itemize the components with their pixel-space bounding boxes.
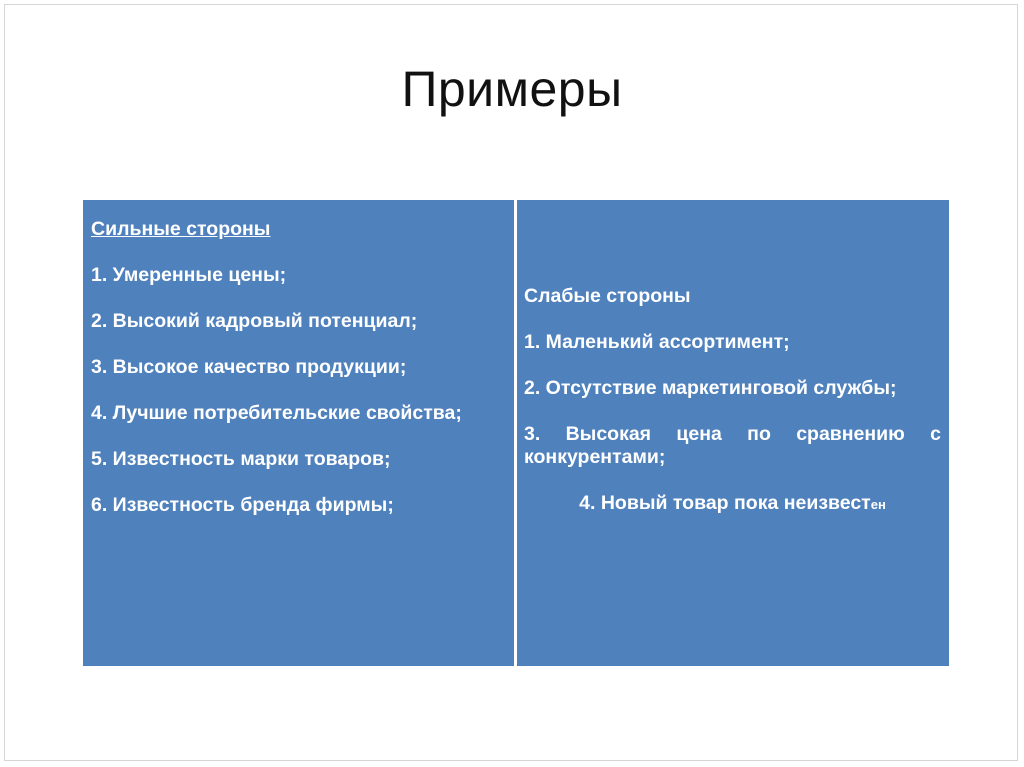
strength-item: 4. Лучшие потребительские свойства;: [91, 402, 462, 424]
weakness-item-last: [524, 492, 941, 516]
slide-title: Примеры: [401, 61, 623, 117]
weaknesses-heading: Слабые стороны: [524, 285, 691, 307]
strengths-cell: [83, 200, 514, 666]
weakness-item-last-small: ен: [870, 497, 886, 512]
weakness-item: 1. Маленький ассортимент;: [524, 331, 790, 353]
weakness-item: 2. Отсутствие маркетинговой службы;: [524, 377, 897, 399]
swot-table: [83, 200, 949, 666]
weakness-item-last-main: 4. Новый товар пока неизвест: [579, 492, 871, 514]
weakness-item: 3. Высокая цена по сравнению с конкурентами;: [524, 423, 941, 468]
strength-item: 2. Высокий кадровый потенциал;: [91, 310, 418, 332]
strengths-heading: Сильные стороны: [91, 218, 271, 240]
strength-item: 6. Известность бренда фирмы;: [91, 494, 394, 516]
weaknesses-cell: [517, 200, 949, 666]
strength-item: 1. Умеренные цены;: [91, 264, 287, 286]
strength-item: 3. Высокое качество продукции;: [91, 356, 407, 378]
strength-item: 5. Известность марки товаров;: [91, 448, 391, 470]
